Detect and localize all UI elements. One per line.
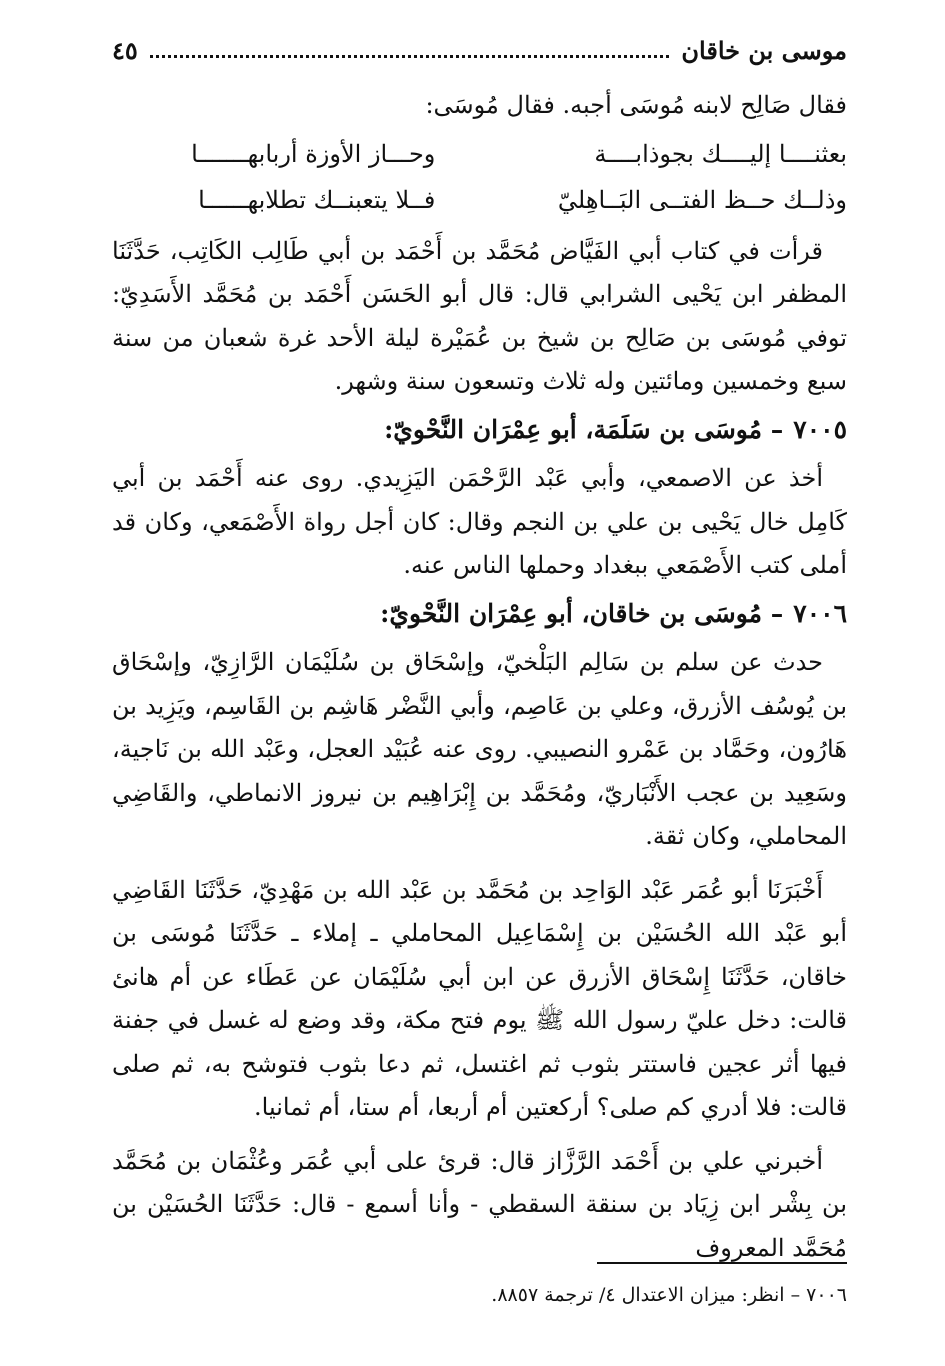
page-number: ٤٥ bbox=[112, 35, 138, 65]
poem-hemistich: وذلــك حــظ الفتــى البَــاهِليّ bbox=[557, 185, 847, 214]
poem-verse-1 bbox=[112, 132, 847, 178]
intro-line: فقال صَالِح لابنه مُوسَى أجبه. فقال مُوسَى: bbox=[425, 91, 847, 119]
poem-hemistich: فــلا يتعبنــك تطلابهــــــا bbox=[198, 185, 436, 214]
main-text bbox=[112, 84, 847, 1270]
paragraph: أخبرني علي بن أَحْمَد الرَّزَّاز قال: قرئ على أبي عُمَر وعُثْمَان بن مُحَمَّد بن بِشْر ابن زِيَاد بن سنقة السقطي - وأنا أسمع - قال: حَدَّثَنَا الحُسَيْن بن مُحَمَّد المعروف bbox=[112, 1146, 847, 1262]
paragraph: أخذ عن الاصمعي، وأبي عَبْد الرَّحْمَن اليَزِيدي. روى عنه أَحْمَد بن أبي كَامِل خال يَحْيى بن علي بن النجم وقال: كان أجل رواة الأَصْمَعي، وكان قد أملى كتب الأَصْمَعي ببغداد وحملها الناس عنه. bbox=[112, 464, 847, 579]
footnote-rule bbox=[597, 1262, 847, 1264]
leader-dots bbox=[150, 43, 670, 58]
entry-heading bbox=[112, 408, 847, 452]
entry-heading bbox=[112, 592, 847, 636]
running-title: موسى بن خاقان bbox=[681, 35, 847, 65]
paragraph: أَخْبَرَنَا أبو عُمَر عَبْد الوَاحِد بن مُحَمَّد بن عَبْد الله بن مَهْدِيّ، حَدَّثَنَا القَاضِي أبو عَبْد الله الحُسَيْن بن إِسْمَاعِيل المحاملي ـ إملاء ـ حَدَّثَنَا مُوسَى بن خاقان، حَدَّثَنَا إِسْحَاق الأزرق عن ابن أبي سُلَيْمَان عن عَطَاء عن أم هانئ قالت: دخل عليّ رسول الله ﷺ يوم فتح مكة، وقد وضع له غسل في جفنة فيها أثر عجين فاستتر بثوب ثم اغتسل، ثم دعا بثوب فتوشح به، ثم صلى قالت: فلا أدري كم صلى؟ أركعتين أم أربعا، أم ستا، أم ثمانيا. bbox=[112, 875, 847, 1121]
entry-name: – مُوسَى بن خاقان، أبو عِمْرَان النَّحْويّ: bbox=[380, 598, 784, 628]
poem-hemistich: بعثنــــا إليــــك بجوذابــــة bbox=[594, 139, 847, 168]
paragraph: حدث عن سلم بن سَالِم البَلْخيّ، وإسْحَاق بن سُلَيْمَان الرَّازِيّ، وإسْحَاق بن يُوسُف الأزرق، وعلي بن عَاصِم، وأبي النَّضْر هَاشِم بن القَاسِم، ويَزِيد بن هَارُون، وحَمَّاد بن عَمْرو النصيبي. روى عنه عُبَيْد العجل، وعَبْد الله بن نَاجية، وسَعِيد بن عجب الأَنْبَاريّ، ومُحَمَّد بن إِبْرَاهِيم بن نيروز الانماطي، والقَاضِي المحاملي، وكان ثقة. bbox=[112, 648, 847, 850]
poem-hemistich: وحـــاز الأوزة أربابهـــــــا bbox=[191, 139, 436, 168]
paragraph: قرأت في كتاب أبي الفَيَّاض مُحَمَّد بن أَحْمَد بن أبي طَالِب الكَاتِب، حَدَّثَنَا المظفر ابن يَحْيى الشرابي قال: قال أبو الحَسَن أَحْمَد بن مُحَمَّد الأَسَدِيّ: توفي مُوسَى بن صَالِح بن شيخ بن عُمَيْرة ليلة الأحد غرة شعبان من سنة سبع وخمسين ومائتين وله ثلاث وتسعون سنة وشهر. bbox=[112, 236, 847, 395]
entry-number: ٧٠٠٥ bbox=[793, 414, 847, 444]
poem bbox=[112, 132, 847, 224]
poem-verse-2 bbox=[112, 178, 847, 224]
entry-number: ٧٠٠٦ bbox=[793, 598, 847, 628]
footnote: ٧٠٠٦ – انظر: ميزان الاعتدال ٤/ ترجمة ٨٨٥٧. bbox=[491, 1284, 847, 1306]
running-header bbox=[112, 30, 847, 70]
entry-name: – مُوسَى بن سَلَمَة، أبو عِمْرَان النَّحْويّ: bbox=[384, 414, 784, 444]
